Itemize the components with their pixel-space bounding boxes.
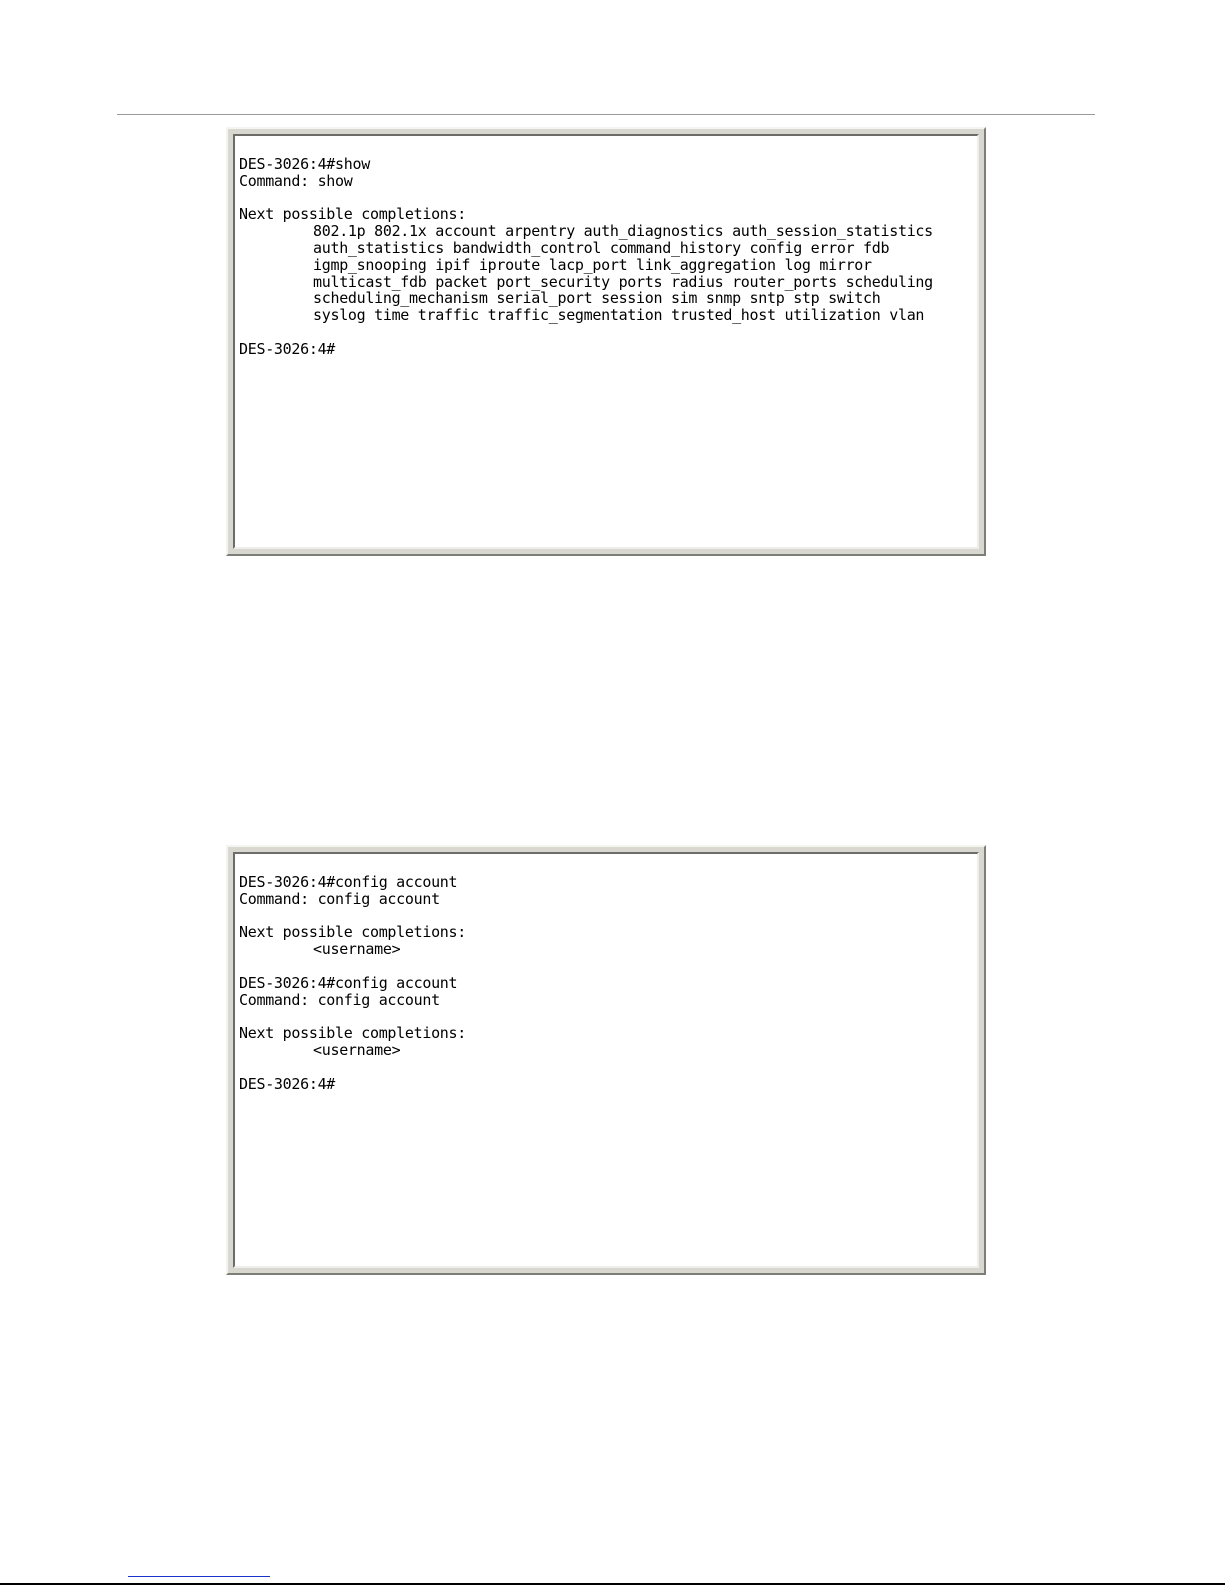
terminal-line: DES-3026:4#config account: [239, 873, 458, 891]
terminal-line: Command: config account: [239, 889, 440, 908]
terminal-line: Command: show: [239, 171, 353, 190]
terminal-prompt: DES-3026:4#: [239, 1074, 336, 1093]
terminal-line: auth_statistics bandwidth_control command_history config error fdb: [313, 238, 890, 257]
terminal-line: Next possible completions:: [239, 1024, 467, 1043]
terminal-line: [239, 1008, 466, 1025]
terminal-line: Next possible completions:: [239, 205, 467, 224]
terminal-window-show: [226, 127, 986, 556]
header-divider: [117, 114, 1095, 115]
terminal-line: [239, 1059, 466, 1076]
terminal-line: <username>: [313, 940, 401, 959]
terminal-line: scheduling_mechanism serial_port session sim snmp sntp stp switch: [313, 289, 881, 308]
terminal-prompt: DES-3026:4#: [239, 339, 336, 358]
terminal-line: DES-3026:4#show: [239, 155, 370, 173]
terminal-line: Command: config account: [239, 990, 440, 1009]
terminal-line: multicast_fdb packet port_security ports radius router_ports scheduling: [313, 272, 933, 291]
terminal-line: DES-3026:4#config account: [239, 973, 458, 992]
terminal-line: Next possible completions:: [239, 923, 467, 942]
terminal-window-config-account: [226, 845, 986, 1275]
footer-link-underline[interactable]: [128, 1576, 270, 1577]
terminal-line: [239, 324, 933, 341]
terminal-line: 802.1p 802.1x account arpentry auth_diagnostics auth_session_statistics: [313, 222, 933, 241]
terminal-line: <username>: [313, 1040, 401, 1059]
terminal-line: [239, 190, 933, 207]
terminal-screen[interactable]: [233, 852, 979, 1268]
terminal-line: igmp_snooping ipif iproute lacp_port link_aggregation log mirror: [313, 255, 872, 274]
terminal-output: [239, 874, 466, 1092]
terminal-line: syslog time traffic traffic_segmentation trusted_host utilization vlan: [313, 306, 925, 325]
terminal-line: [239, 908, 466, 925]
terminal-line: [239, 958, 466, 975]
terminal-output: [239, 156, 933, 358]
terminal-screen[interactable]: [233, 134, 979, 549]
